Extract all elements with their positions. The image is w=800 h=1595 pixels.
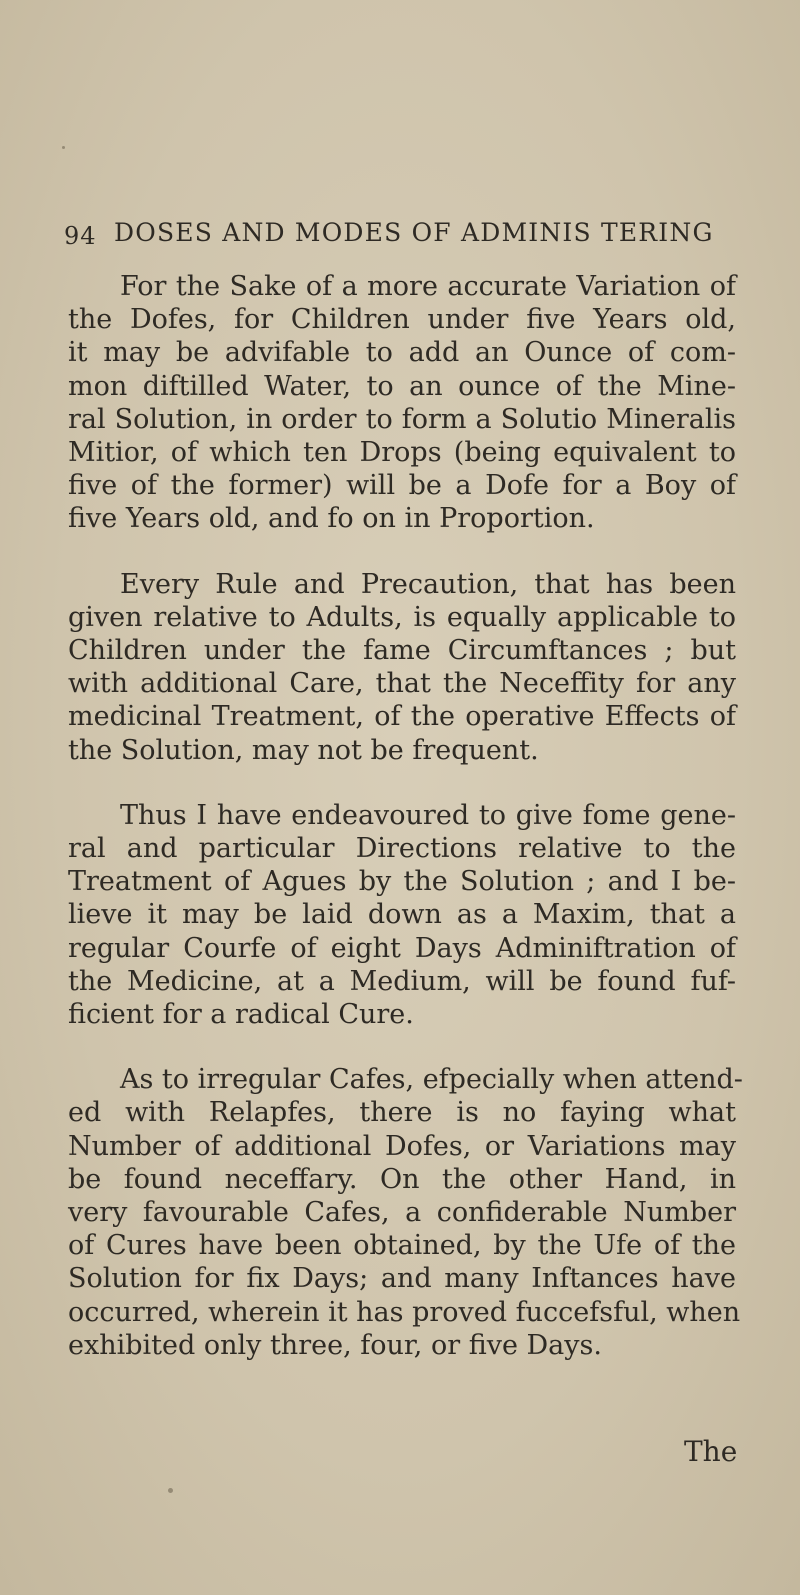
paragraph-variation-of-doses — [68, 270, 736, 536]
text-line: Every Rule and Precaution, that has been — [120, 568, 736, 600]
text-line: very favourable Cafes, a confiderable Number — [68, 1197, 736, 1229]
text-line: Thus I have endeavoured to give fome gene- — [120, 799, 736, 831]
text-line: lieve it may be laid down as a Maxim, that a — [68, 899, 736, 931]
text-line: of Cures have been obtained, by the Ufe of the — [68, 1230, 736, 1262]
paragraph-rules-and-precautions — [68, 568, 736, 767]
text-line: ral Solution, in order to form a Solutio Mineralis — [68, 403, 736, 435]
paper-speck — [168, 1488, 173, 1493]
text-line: medicinal Treatment, of the operative Effects of — [68, 701, 736, 733]
text-line: the Solution, may not be frequent. — [68, 734, 539, 766]
running-head — [64, 218, 764, 258]
body-text — [68, 270, 743, 1394]
text-line: the Medicine, at a Medium, will be found fuf- — [68, 965, 736, 997]
text-line: five of the former) will be a Dofe for a Boy of — [68, 470, 736, 502]
paragraph-directions-for-agues — [68, 799, 736, 1031]
running-head-title: DOSES AND MODES OF ADMINIS TERING — [114, 218, 714, 247]
text-line: Number of additional Dofes, or Variations may — [68, 1130, 736, 1162]
text-line: ed with Relapfes, there is no faying what — [68, 1097, 736, 1129]
text-line: exhibited only three, four, or five Days. — [68, 1329, 602, 1361]
page-number: 94 — [64, 222, 97, 250]
text-line: Mitior, of which ten Drops (being equivalent to — [68, 437, 736, 469]
paragraph-irregular-cases — [68, 1063, 743, 1362]
text-line: Solution for fix Days; and many Inftances have — [68, 1263, 736, 1295]
text-line: with additional Care, that the Neceffity for any — [68, 668, 736, 700]
text-line: For the Sake of a more accurate Variation of — [120, 271, 736, 302]
text-line: As to irregular Cafes, efpecially when attend- — [120, 1064, 743, 1096]
text-line: it may be advifable to add an Ounce of com- — [68, 337, 736, 369]
text-line: ficient for a radical Cure. — [68, 999, 414, 1031]
paper-speck — [62, 146, 65, 149]
catchword: The — [684, 1435, 738, 1468]
text-line: given relative to Adults, is equally applicable to — [68, 601, 736, 633]
text-line: Treatment of Agues by the Solution ; and I be- — [68, 866, 736, 898]
text-line: the Dofes, for Children under five Years old, — [68, 304, 736, 336]
text-line: occurred, wherein it has proved fuccefsful, when — [68, 1296, 741, 1328]
text-line: ral and particular Directions relative to the — [68, 833, 736, 865]
text-line: Children under the fame Circumftances ; but — [68, 635, 736, 667]
text-line: be found neceffary. On the other Hand, in — [68, 1163, 736, 1195]
text-line: regular Courfe of eight Days Adminiftration of — [68, 932, 736, 964]
text-line: mon diftilled Water, to an ounce of the Mine- — [68, 370, 736, 402]
text-line: five Years old, and fo on in Proportion. — [68, 503, 595, 535]
